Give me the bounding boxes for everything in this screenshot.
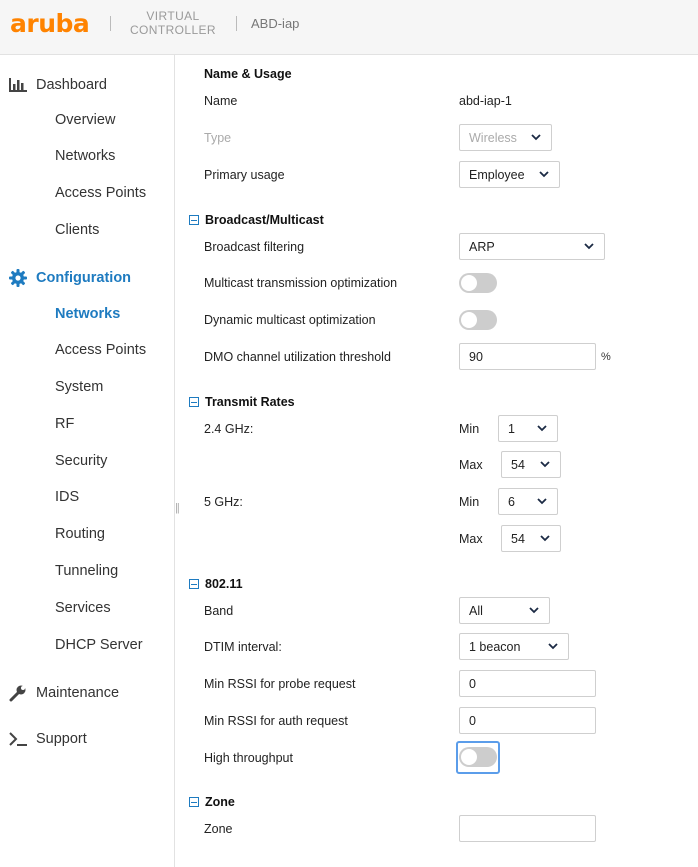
chevron-down-icon	[539, 170, 549, 178]
primary-usage-value: Employee	[469, 167, 525, 182]
sidebar-item-services[interactable]: Services	[55, 600, 111, 616]
primary-usage-select[interactable]	[459, 161, 560, 188]
high-throughput-label: High throughput	[204, 751, 293, 765]
wrench-icon	[8, 683, 28, 703]
band24-label: 2.4 GHz:	[204, 422, 254, 436]
band24-max-select[interactable]	[501, 451, 561, 478]
broadcast-filtering-value: ARP	[469, 239, 495, 254]
sidebar-item-tunneling[interactable]: Tunneling	[55, 563, 119, 579]
band5-min-label: Min	[459, 495, 480, 509]
collapse-icon	[189, 215, 199, 225]
toggle-knob	[461, 749, 477, 765]
section-title-transmit-rates: Transmit Rates	[205, 395, 295, 409]
sidebar-section-label: Configuration	[36, 270, 132, 286]
sidebar-item-clients[interactable]: Clients	[55, 222, 100, 238]
band5-max-select[interactable]	[501, 525, 561, 552]
auth-rssi-input[interactable]	[459, 707, 596, 734]
sidebar-section-label: Maintenance	[36, 685, 120, 701]
dtim-select[interactable]	[459, 633, 569, 660]
gear-icon	[8, 268, 28, 288]
collapse-icon	[189, 397, 199, 407]
band5-max-value: 54	[511, 531, 525, 546]
name-label: Name	[204, 94, 238, 108]
dmo-threshold-input[interactable]	[459, 343, 596, 370]
aruba-logo[interactable]: aruba	[10, 9, 90, 38]
toggle-knob	[461, 275, 477, 291]
high-throughput-toggle[interactable]	[459, 747, 497, 767]
sidebar-item-access-points[interactable]: Access Points	[55, 342, 147, 358]
broadcast-filtering-select[interactable]	[459, 233, 605, 260]
chevron-down-icon	[540, 460, 550, 468]
bar-chart-icon	[8, 75, 28, 95]
sidebar-item-dhcp-server[interactable]: DHCP Server	[55, 637, 143, 653]
sidebar-item-networks[interactable]: Networks	[55, 148, 116, 164]
type-select-value: Wireless	[469, 130, 517, 145]
mto-toggle[interactable]	[459, 273, 497, 293]
controller-name[interactable]: ABD-iap	[251, 16, 300, 31]
dtim-value: 1 beacon	[469, 639, 521, 654]
dmo-threshold-value: 90	[469, 349, 483, 364]
sidebar-item-routing[interactable]: Routing	[55, 526, 105, 542]
controller-type	[124, 9, 222, 37]
sidebar-item-ids[interactable]: IDS	[55, 489, 80, 505]
section-toggle-broadcast[interactable]	[189, 213, 324, 227]
section-title-name-usage: Name & Usage	[204, 67, 292, 81]
zone-label: Zone	[204, 822, 233, 836]
probe-rssi-value: 0	[469, 676, 476, 691]
auth-rssi-value: 0	[469, 713, 476, 728]
sidebar-section-dashboard[interactable]	[8, 75, 107, 95]
band24-max-value: 54	[511, 457, 525, 472]
band5-label: 5 GHz:	[204, 495, 243, 509]
dtim-label: DTIM interval:	[204, 640, 282, 654]
sidebar-item-security[interactable]: Security	[55, 453, 108, 469]
section-toggle-transmit-rates[interactable]	[189, 395, 295, 409]
chevron-down-icon	[537, 497, 547, 505]
section-title-802-11: 802.11	[205, 577, 243, 591]
sidebar-section-maintenance[interactable]	[8, 683, 119, 703]
chevron-down-icon	[531, 133, 541, 141]
auth-rssi-label: Min RSSI for auth request	[204, 714, 348, 728]
broadcast-filtering-label: Broadcast filtering	[204, 240, 305, 254]
band5-max-label: Max	[459, 532, 483, 546]
type-select	[459, 124, 552, 151]
band5-min-value: 6	[508, 494, 515, 509]
header-divider	[236, 16, 237, 31]
band24-min-select[interactable]	[498, 415, 558, 442]
band-label: Band	[204, 604, 234, 618]
sidebar-item-system[interactable]: System	[55, 379, 104, 395]
sidebar-item-rf[interactable]: RF	[55, 416, 75, 432]
chevron-down-icon	[548, 642, 558, 650]
sidebar-section-label: Dashboard	[36, 77, 107, 93]
band-value: All	[469, 603, 483, 618]
section-toggle-zone[interactable]	[189, 795, 235, 809]
sidebar	[0, 55, 175, 867]
dmo-label: Dynamic multicast optimization	[204, 313, 376, 327]
chevron-down-icon	[537, 424, 547, 432]
sidebar-item-overview[interactable]: Overview	[55, 112, 116, 128]
terminal-icon	[8, 729, 28, 749]
toggle-knob	[461, 312, 477, 328]
sidebar-section-label: Support	[36, 731, 87, 747]
top-bar	[0, 0, 698, 55]
zone-input[interactable]	[459, 815, 596, 842]
dmo-threshold-label: DMO channel utilization threshold	[204, 350, 391, 364]
band24-min-value: 1	[508, 421, 515, 436]
probe-rssi-label: Min RSSI for probe request	[204, 677, 356, 691]
controller-type-line2: CONTROLLER	[129, 23, 216, 37]
chevron-down-icon	[584, 242, 594, 250]
type-label: Type	[204, 131, 232, 145]
sidebar-item-access-points[interactable]: Access Points	[55, 185, 147, 201]
sidebar-section-support[interactable]	[8, 729, 87, 749]
percent-unit: %	[601, 351, 611, 363]
controller-type-line1: VIRTUAL	[146, 9, 200, 23]
band24-min-label: Min	[459, 422, 480, 436]
section-title-broadcast: Broadcast/Multicast	[205, 213, 324, 227]
band24-max-label: Max	[459, 458, 483, 472]
sidebar-section-configuration[interactable]	[8, 268, 131, 288]
chevron-down-icon	[540, 534, 550, 542]
section-toggle-802-11[interactable]	[189, 577, 243, 591]
name-value: abd-iap-1	[459, 94, 512, 108]
primary-usage-label: Primary usage	[204, 168, 285, 182]
chevron-down-icon	[529, 606, 539, 614]
mto-label: Multicast transmission optimization	[204, 276, 398, 290]
collapse-icon	[189, 579, 199, 589]
header-divider	[110, 16, 111, 31]
probe-rssi-input[interactable]	[459, 670, 596, 697]
collapse-icon	[189, 797, 199, 807]
band-select[interactable]	[459, 597, 550, 624]
band5-min-select[interactable]	[498, 488, 558, 515]
section-title-zone: Zone	[205, 795, 235, 809]
dmo-toggle[interactable]	[459, 310, 497, 330]
sidebar-item-networks-active[interactable]: Networks	[55, 306, 121, 322]
network-settings-form	[175, 55, 698, 867]
resize-handle[interactable]: ||	[175, 502, 179, 514]
